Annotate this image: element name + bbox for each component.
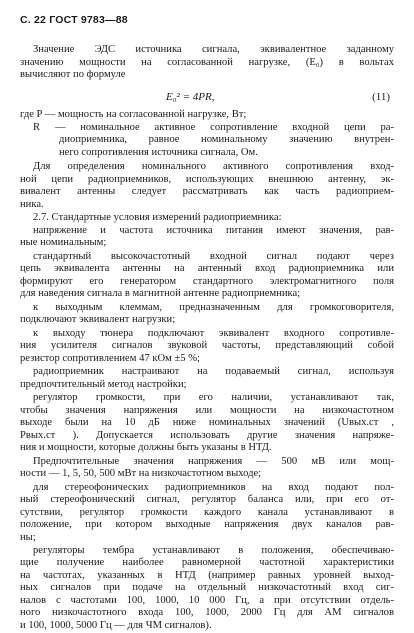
- page-header: С. 22 ГОСТ 9783—88: [20, 14, 128, 26]
- text-line: подключают эквивалент нагрузки;: [20, 314, 176, 325]
- text-line: диоприемника, равное номинальному значению внутрен-: [59, 134, 394, 145]
- text-line: ны;: [20, 532, 36, 543]
- text-line: вивалент антенны следует рассматривать как часть радиоприем-: [20, 186, 394, 197]
- text-line: Предпочтительные значения напряжения — 500 мВ или мощ-: [33, 456, 394, 467]
- text-line: к выходу тюнера подключают эквивалент входного сопротивле-: [33, 328, 394, 339]
- text-line: радиоприемник настраивают на подаваемый сигнал, используя: [33, 366, 394, 377]
- text-line: щие получение наиболее равномерной частотной характеристики: [20, 557, 394, 568]
- text-line: R — номинальное активное сопротивление входной цепи ра-: [33, 122, 394, 133]
- text-line: выходе были на 10 дБ ниже номинальных значений (Uвых.ст ,: [20, 417, 394, 428]
- text-line: регуляторы тембра устанавливают в положения, обеспечиваю-: [33, 545, 394, 556]
- text-line: значению мощности на согласованной нагрузке, (E₀) в вольтах: [20, 57, 394, 68]
- text-line: напряжение и частота источника питания имеют значения, рав-: [33, 225, 394, 236]
- text-line: положение, при котором выходные напряжения двух каналов рав-: [20, 519, 394, 530]
- text-line: ной цепи радиоприемников, использующих внешнюю антенну, эк-: [20, 174, 394, 185]
- text-line: вычисляют по формуле: [20, 69, 126, 80]
- text-line: ных сигналов при подаче на отдельный низкочастотный вход сиг-: [20, 582, 394, 593]
- text-line: к выходным клеммам, предназначенным для громкоговорителя,: [33, 302, 394, 313]
- text-line: резистор сопротивлением 47 кОм ±5 %;: [20, 353, 201, 364]
- text-line: ния и мощности, которые должны быть указаны в НТД.: [20, 442, 272, 453]
- text-line: стандартный высокочастотный входной сигнал подают через: [33, 251, 394, 262]
- text-line: формируют его генератором стандартного электромагнитного поля: [20, 276, 394, 287]
- text-line: предпочтительный метод настройки;: [20, 379, 187, 390]
- text-line: 2.7. Стандартные условия измерений радиоприемника:: [33, 212, 282, 223]
- text-line: для наведения сигнала в магнитной антенне радиоприемника;: [20, 288, 301, 299]
- text-line: Pвых.ст ). Допускается использовать другие значения напряже-: [20, 430, 394, 441]
- text-line: на частотах, указанных в НТД (например равных уровней выход-: [20, 570, 394, 581]
- text-line: него сопротивления источника сигнала, Ом.: [59, 147, 258, 158]
- text-line: цепь эквивалента антенны на антенный вход радиоприемника или: [20, 263, 394, 274]
- text-line: чтобы значения напряжения или мощности на низкочастотном: [20, 405, 394, 416]
- text-line: и 100, 1000, 5000 Гц — для ЧМ сигналов).: [20, 620, 212, 631]
- text-line: сутствии, регулятор громкости каждого канала устанавливают в: [20, 507, 394, 518]
- text-line: ного низкочастотного входа 100, 1000, 2000 Гц для АМ сигналов: [20, 607, 394, 618]
- text-line: ный стереофонический сигнал, регулятор баланса или, при его от-: [20, 494, 394, 505]
- formula: E₀² = 4PR,: [166, 91, 215, 103]
- text-line: где P — мощность на согласованной нагрузке, Вт;: [20, 109, 247, 120]
- text-line: ния усилителя сигналов звуковой частоты, представляющий собой: [20, 340, 394, 351]
- text-line: ника.: [20, 199, 44, 210]
- text-line: регулятор громкости, при его наличии, устанавливают так,: [33, 392, 394, 403]
- text-line: Для определения номинального активного сопротивления вход-: [33, 161, 394, 172]
- text-line: Значение ЭДС источника сигнала, эквивалентное заданному: [33, 44, 394, 55]
- text-line: для стереофонических радиоприемников на вход подают пол-: [33, 482, 394, 493]
- equation-number: (11): [372, 91, 390, 103]
- text-line: налов с частотами 100, 1000, 10 000 Гц, а при отсутствии отдель-: [20, 595, 394, 606]
- text-line: ные номинальным;: [20, 237, 107, 248]
- text-line: ности — 1, 5, 50, 500 мВт на низкочастотном выходе;: [20, 468, 262, 479]
